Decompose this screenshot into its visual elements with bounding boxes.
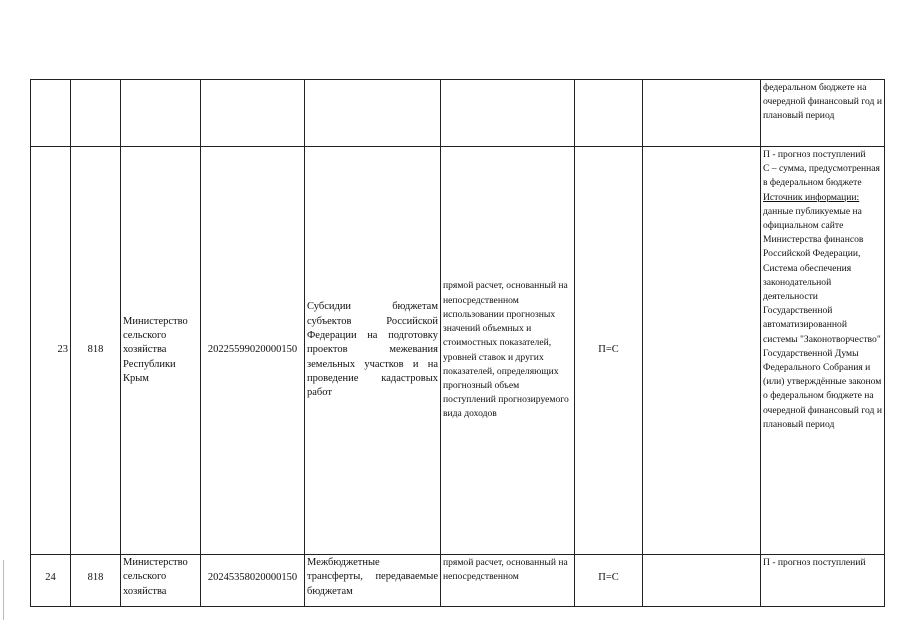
admin-code: 818 [87, 572, 104, 583]
formula-var-p: П - прогноз поступлений [763, 557, 866, 568]
row-number: 23 [57, 344, 68, 356]
cell-kbk [201, 80, 305, 147]
forecast-formula: П=С [598, 572, 619, 583]
cell-ministry [121, 555, 201, 607]
revenue-name: Субсидии бюджетам субъектов Российской Федерации на подготовку проектов межевания земельных участков и на проведение кадастровых работ [307, 301, 438, 399]
cell-kbk [201, 555, 305, 607]
row-number: 24 [45, 572, 56, 583]
cell-blank [643, 555, 761, 607]
forecast-method: прямой расчет, основанный на непосредственном использовании прогнозных значений объемных и стоимостных показателей, уровней ставок и других показателей, определяющих прогнозный объем поступлений прогнозируемого вида доходов [443, 280, 569, 420]
cell-formula-description [761, 147, 885, 555]
info-source [763, 191, 882, 432]
kbk-code: 20245358020000150 [207, 572, 298, 583]
cell-text: федеральном бюджете на очередной финансовый год и плановый период [763, 82, 882, 122]
cell-num [31, 80, 71, 147]
cell-blank [643, 147, 761, 555]
cell-formula-description [761, 80, 885, 147]
formula-var-c: С – сумма, предусмотренная в федеральном бюджете [763, 163, 880, 189]
revenue-forecast-table [30, 79, 885, 607]
table-row-23 [31, 147, 885, 555]
cell-method [441, 147, 575, 555]
scan-edge-mark [3, 560, 4, 620]
ministry-name: Министерство сельского хозяйства Республики Крым [123, 315, 188, 384]
cell-code [71, 147, 121, 555]
cell-formula [575, 555, 643, 607]
forecast-method: прямой расчет, основанный на непосредственном [443, 557, 568, 583]
cell-ministry [121, 80, 201, 147]
cell-ministry [121, 147, 201, 555]
cell-blank [643, 80, 761, 147]
cell-name [305, 80, 441, 147]
cell-name [305, 555, 441, 607]
forecast-formula: П=С [598, 344, 619, 356]
info-source-text: данные публикуемые на официальном сайте Министерства финансов Российской Федерации, Система обеспечения законодательной деятельности Государственной автоматизированной системы "Законотворчество" Государственной Думы Федерального Собрания и (или) утверждённые законом о федеральном бюджете на очередной финансовый год и плановый период [763, 205, 882, 430]
formula-var-p: П - прогноз поступлений [763, 149, 866, 160]
table-row-continued [31, 80, 885, 147]
cell-name [305, 147, 441, 555]
cell-method [441, 555, 575, 607]
cell-formula [575, 147, 643, 555]
kbk-code: 20225599020000150 [207, 344, 298, 356]
cell-method [441, 80, 575, 147]
cell-num [31, 147, 71, 555]
document-page [30, 79, 884, 640]
ministry-name: Министерство сельского хозяйства [123, 557, 188, 597]
cell-formula [575, 80, 643, 147]
admin-code: 818 [87, 344, 104, 356]
info-source-label: Источник информации: [763, 191, 860, 203]
cell-num [31, 555, 71, 607]
cell-formula-description [761, 555, 885, 607]
table-row-24 [31, 555, 885, 607]
revenue-name: Межбюджетные трансферты, передаваемые бюджетам [307, 557, 438, 597]
cell-code [71, 80, 121, 147]
cell-kbk [201, 147, 305, 555]
cell-code [71, 555, 121, 607]
